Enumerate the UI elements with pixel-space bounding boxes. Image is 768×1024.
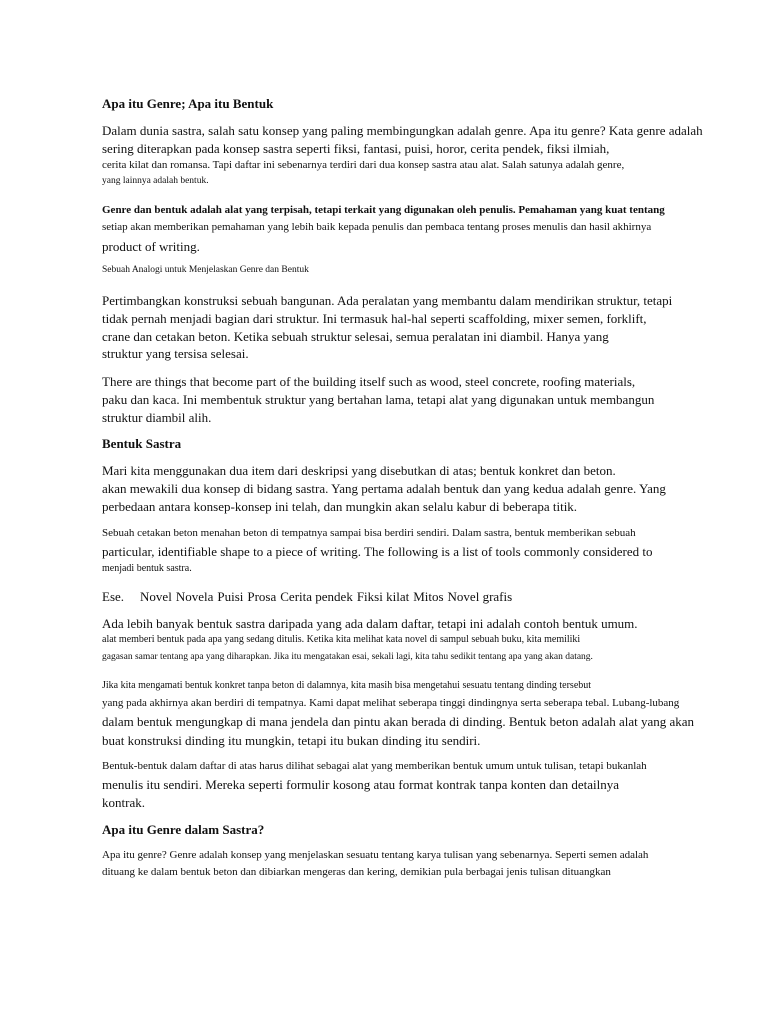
paragraph-line: yang pada akhirnya akan berdiri di tempatnya. Kami dapat melihat seberapa tinggi dindingnya serta seberapa tebal. Lubang-lubang xyxy=(102,697,680,709)
paragraph-line: dalam bentuk mengungkap di mana jendela dan pintu akan berada di dinding. Bentuk beton adalah alat yang akan xyxy=(102,714,695,729)
paragraph-line: alat memberi bentuk pada apa yang sedang ditulis. Ketika kita melihat kata novel di sampul sebuah buku, kita memiliki xyxy=(102,634,581,645)
heading-bentuk-sastra: Bentuk Sastra xyxy=(102,436,182,451)
paragraph-line: Apa itu genre? Genre adalah konsep yang menjelaskan sesuatu tentang karya tulisan yang sebenarnya. Seperti semen adalah xyxy=(102,849,649,861)
form-list xyxy=(102,590,516,603)
paragraph-line: particular, identifiable shape to a piece of writing. The following is a list of tools commonly considered to xyxy=(102,544,653,559)
paragraph-line: Bentuk-bentuk dalam daftar di atas harus dilihat sebagai alat yang memberikan bentuk umum untuk tulisan, tetapi bukanlah xyxy=(102,760,647,772)
form-list-item: Fiksi kilat xyxy=(356,589,410,604)
form-list-item: Mitos xyxy=(413,589,444,604)
paragraph-line: Mari kita menggunakan dua item dari deskripsi yang disebutkan di atas; bentuk konkret dan beton. xyxy=(102,463,616,478)
form-list-item: Puisi xyxy=(217,589,244,604)
paragraph-line: There are things that become part of the building itself such as wood, steel concrete, roofing materials, xyxy=(102,374,636,389)
form-list-item: Prosa xyxy=(247,589,277,604)
paragraph-line: kontrak. xyxy=(102,795,145,810)
paragraph-line: buat konstruksi dinding itu mungkin, tetapi itu bukan dinding itu sendiri. xyxy=(102,733,481,748)
paragraph-line: perbedaan antara konsep-konsep ini telah, dan mungkin akan selalu kabur di beberapa titik. xyxy=(102,499,578,514)
paragraph-line: akan mewakili dua konsep di bidang sastra. Yang pertama adalah bentuk dan yang kedua adalah genre. Yang xyxy=(102,481,666,496)
paragraph-line: Sebuah cetakan beton menahan beton di tempatnya sampai bisa berdiri sendiri. Dalam sastra, bentuk memberikan sebuah xyxy=(102,527,636,539)
heading-apa-itu-genre-dalam-sastra: Apa itu Genre dalam Sastra? xyxy=(102,822,265,837)
paragraph-line: Ada lebih banyak bentuk sastra daripada yang ada dalam daftar, tetapi ini adalah contoh bentuk umum. xyxy=(102,616,638,631)
heading-apa-itu-genre: Apa itu Genre; Apa itu Bentuk xyxy=(102,96,274,111)
paragraph-line: cerita kilat dan romansa. Tapi daftar ini sebenarnya terdiri dari dua konsep sastra atau alat. Salah satunya adalah genre, xyxy=(102,159,625,171)
paragraph-line: dituang ke dalam bentuk beton dan dibiarkan mengeras dan kering, demikian pula berbagai jenis tulisan dituangkan xyxy=(102,866,611,878)
paragraph-line: paku dan kaca. Ini membentuk struktur yang bertahan lama, tetapi alat yang digunakan untuk membangun xyxy=(102,392,655,407)
paragraph-line: struktur diambil alih. xyxy=(102,410,212,425)
subheading-analogy: Sebuah Analogi untuk Menjelaskan Genre dan Bentuk xyxy=(102,265,309,275)
paragraph-line-bold: Genre dan bentuk adalah alat yang terpisah, tetapi terkait yang digunakan oleh penulis. Pemahaman yang kuat tentang xyxy=(102,204,665,216)
paragraph-line: setiap akan memberikan pemahaman yang lebih baik kepada penulis dan pembaca tentang proses menulis dan hasil akhirnya xyxy=(102,221,652,233)
form-list-item: Ese. xyxy=(102,589,125,604)
paragraph-line: gagasan samar tentang apa yang diharapkan. Jika itu mengatakan esai, sekali lagi, kita tahu sedikit tentang apa yang akan datang. xyxy=(102,652,593,662)
form-list-item: Novel grafis xyxy=(447,589,513,604)
paragraph-line: crane dan cetakan beton. Ketika sebuah struktur selesai, semua peralatan ini diambil. Hanya yang xyxy=(102,329,609,344)
form-list-item: Cerita pendek xyxy=(280,589,353,604)
paragraph-line: Pertimbangkan konstruksi sebuah bangunan. Ada peralatan yang membantu dalam mendirikan struktur, tetapi xyxy=(102,293,673,308)
paragraph-line: Dalam dunia sastra, salah satu konsep yang paling membingungkan adalah genre. Apa itu genre? Kata genre adalah xyxy=(102,123,703,138)
form-list-item: Novel xyxy=(140,589,172,604)
form-list-item: Novela xyxy=(175,589,214,604)
paragraph-line: menjadi bentuk sastra. xyxy=(102,563,192,574)
paragraph-line: yang lainnya adalah bentuk. xyxy=(102,176,209,186)
paragraph-line: product of writing. xyxy=(102,239,200,254)
paragraph-line: tidak pernah menjadi bagian dari struktur. Ini termasuk hal-hal seperti scaffolding, mixer semen, forklift, xyxy=(102,311,647,326)
paragraph-line: struktur yang tersisa selesai. xyxy=(102,346,249,361)
paragraph-line: menulis itu sendiri. Mereka seperti formulir kosong atau format kontrak tanpa konten dan detailnya xyxy=(102,777,619,792)
paragraph-line: sering diterapkan pada konsep sastra seperti fiksi, fantasi, puisi, horor, cerita pendek, fiksi ilmiah, xyxy=(102,141,610,156)
paragraph-line: Jika kita mengamati bentuk konkret tanpa beton di dalamnya, kita masih bisa mengetahui sesuatu tentang dinding tersebut xyxy=(102,680,592,691)
